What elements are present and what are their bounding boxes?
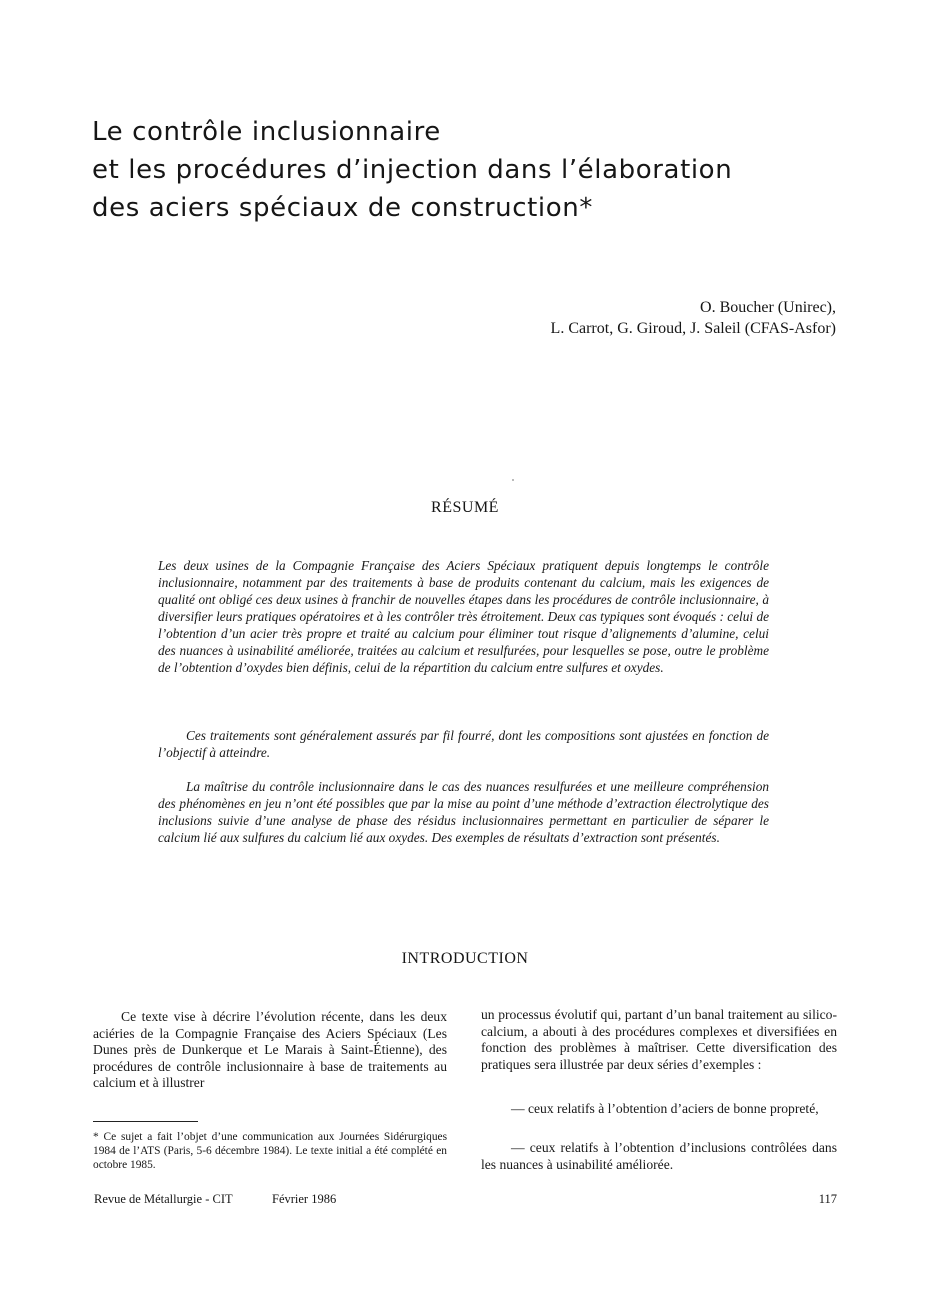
abstract-paragraph: Ces traitements sont généralement assurés par fil fourré, dont les compositions sont ajustées en fonction de l’objectif à atteindre. — [158, 728, 769, 760]
footnote: * Ce sujet a fait l’objet d’une communication aux Journées Sidérurgiques 1984 de l’ATS (Paris, 5-6 décembre 1984). Le texte initial a été complété en octobre 1985. — [93, 1131, 447, 1171]
intro-left-column-text: Ce texte vise à décrire l’évolution récente, dans les deux aciéries de la Compagnie Française des Aciers Spéciaux (Les Dunes près de Dunkerque et Le Marais à Saint-Étienne), des procédures de contrôle inclusionnaire à base de traitements au calcium et à illustrer — [93, 1009, 447, 1090]
intro-right-column-text: un processus évolutif qui, partant d’un banal traitement au silico-calcium, a abouti à des procédures complexes et diversifiées en fonction des problèmes à maîtriser. Cette diversification des pratiques sera illustrée par deux séries d’exemples : — [481, 1007, 837, 1072]
resume-heading: RÉSUMÉ — [431, 499, 499, 516]
intro-list-item: — ceux relatifs à l’obtention d’aciers de bonne propreté, — [511, 1101, 819, 1116]
footer-issue-date: Février 1986 — [272, 1192, 337, 1206]
title-line: des aciers spéciaux de construction* — [92, 193, 593, 223]
intro-list-item: — ceux relatifs à l’obtention d’inclusions contrôlées dans les nuances à usinabilité améliorée. — [481, 1140, 837, 1172]
author-line: O. Boucher (Unirec), — [700, 299, 836, 316]
author-line: L. Carrot, G. Giroud, J. Saleil (CFAS-Asfor) — [550, 320, 836, 337]
author-list — [551, 297, 836, 339]
footer-page-number: 117 — [818, 1192, 837, 1206]
footnote-divider — [93, 1121, 198, 1122]
print-speck — [512, 479, 514, 481]
footer-journal-name: Revue de Métallurgie - CIT — [94, 1192, 233, 1206]
title-line: et les procédures d’injection dans l’élaboration — [92, 155, 733, 185]
abstract-paragraph: Les deux usines de la Compagnie Française des Aciers Spéciaux pratiquent depuis longtemps le contrôle inclusionnaire, notamment par des traitements à base de produits contenant du calcium, mais les exigences de qualité ont obligé ces deux usines à franchir de nouvelles étapes dans les procédures de contrôle inclusionnaire, à diversifier leurs pratiques opératoires et à les contrôler très étroitement. Deux cas typiques sont évoqués : celui de l’obtention d’un acier très propre et traité au calcium pour éliminer tout risque d’alignements d’alumine, celui des nuances à usinabilité améliorée, traitées au calcium et resulfurées, pour lesquelles se pose, outre le problème de l’obtention d’oxydes bien définis, celui de la répartition du calcium entre sulfures et oxydes. — [158, 558, 769, 675]
introduction-heading: INTRODUCTION — [401, 950, 529, 967]
title-line: Le contrôle inclusionnaire — [92, 117, 441, 147]
article-title — [92, 113, 882, 227]
abstract-paragraph: La maîtrise du contrôle inclusionnaire dans le cas des nuances resulfurées et une meilleure compréhension des phénomènes en jeu n’ont été possibles que par la mise au point d’une méthode d’extraction électrolytique des inclusions suivie d’une analyse de phase des résidus inclusionnaires permettant en particulier de séparer le calcium lié aux sulfures du calcium lié aux oxydes. Des exemples de résultats d’extraction sont présentés. — [158, 779, 769, 845]
